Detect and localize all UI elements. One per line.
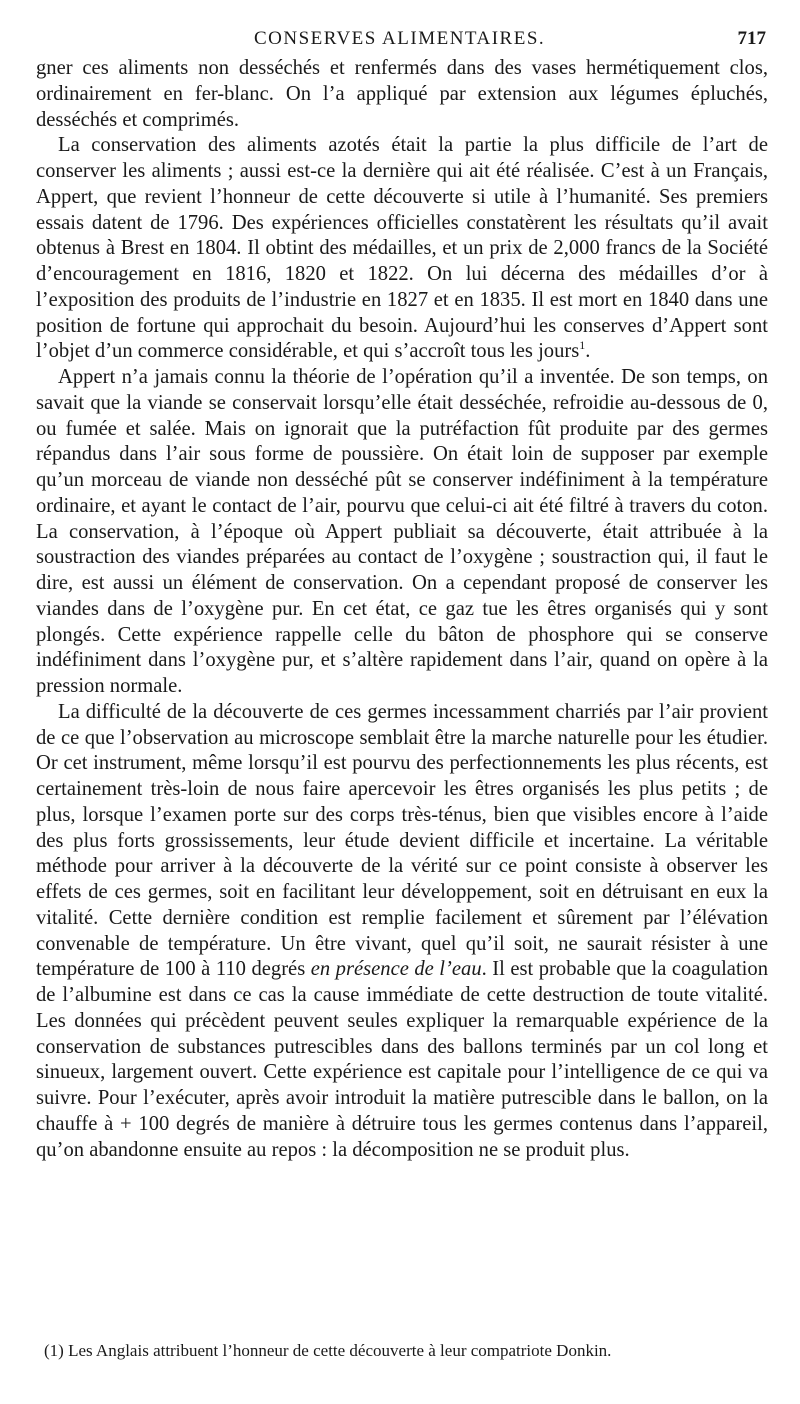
body-text xyxy=(36,56,768,1163)
paragraph-germs-discovery xyxy=(36,700,768,1164)
paragraph-continued xyxy=(36,56,768,133)
paragraph-text: Appert n’a jamais connu la théorie de l’opération qu’il a inventée. De son temps, on savait que la viande se conservait lorsqu’elle était desséchée, refroidie au-dessous de 0, ou fumée et salée. Mais on ignorait que la putréfaction fût produite par des germes répandus dans l’air sous forme de poussière. On était loin de supposer par exemple qu’un morceau de viande non desséché pût se conserver indéfiniment à la température ordinaire, et ayant le contact de l’air, pourvu que celui-ci ait été filtré à travers du coton. La conservation, à l’époque où Appert publiait sa découverte, était attribuée à la soustraction des viandes préparées au contact de l’oxygène ; soustraction qui, il faut le dire, est aussi un élément de conservation. On a cependant proposé de conserver les viandes dans de l’oxygène pur. En cet état, ce gaz tue les êtres organisés qui y sont plongés. Cette expérience rappelle celle du bâton de phosphore qui se conserve indéfiniment dans l’oxygène pur, et s’altère rapidement dans l’air, quand on opère à la pression normale. xyxy=(36,366,768,697)
paragraph-text: gner ces aliments non desséchés et renfermés dans des vases hermétiquement clos, ordinairement en fer-blanc. On l’a appliqué par extension aux légumes épluchés, desséchés et comprimés. xyxy=(36,57,768,131)
paragraph-appert-theory xyxy=(36,365,768,700)
paragraph-text: La conservation des aliments azotés était la partie la plus difficile de l’art de conserver les aliments ; aussi est-ce la dernière qui ait été réalisée. C’est à un Français, Appert, que revient l’honneur de cette découverte si utile à l’humanité. Ses premiers essais datent de 1796. Des expériences officielles constatèrent les résultats qu’il avait obtenus à Brest en 1804. Il obtint des médailles, et un prix de 2,000 francs de la Société d’encouragement en 1816, 1820 et 1822. On lui décerna des médailles d’or à l’exposition des produits de l’industrie en 1827 et en 1835. Il est mort en 1840 dans une position de fortune qui approchait du besoin. Aujourd’hui les conserves d’Appert sont l’objet d’un commerce considérable, et qui s’accroît tous les jours xyxy=(36,134,768,363)
emphasized-phrase: en présence de l’eau xyxy=(310,958,482,981)
footnote xyxy=(44,1340,764,1362)
footnote-marker: (1) xyxy=(44,1341,64,1360)
footnote-reference: 1 xyxy=(579,338,586,353)
paragraph-text: La difficulté de la découverte de ces germes incessamment charriés par l’air provient de ce que l’observation au microscope semblait être la marche naturelle pour les étudier. Or cet instrument, même lorsqu’il est pourvu des perfectionnements les plus récents, est certainement très-loin de nous faire apercevoir les êtres organisés les plus petits ; de plus, lorsque l’examen porte sur des corps très-ténus, bien que visibles encore à l’aide des plus forts grossissements, leur étude devient difficile et incertaine. La véritable méthode pour arriver à la découverte de la vérité sur ce point consiste à observer les effets de ces germes, soit en facilitant leur développement, soit en détruisant en eux la vitalité. Cette dernière condition est remplie facilement et sûrement par l’élévation convenable de température. Un être vivant, quel qu’il soit, ne saurait résister à une température de 100 à 110 degrés xyxy=(36,700,768,981)
page-number: 717 xyxy=(737,28,766,49)
paragraph-text-continued: . Il est probable que la coagulation de l’albumine est dans ce cas la cause immédiate de cette destruction de toute vitalité. Les données qui précèdent peuvent seules expliquer la remarquable expérience de la conservation de substances putrescibles dans des ballons terminés par un col long et sinueux, largement ouvert. Cette expérience est capitale pour l’intelligence de ce qui va suivre. Pour l’exécuter, après avoir introduit la matière putrescible dans le ballon, on la chauffe à + 100 degrés de manière à détruire tous les germes contenus dans l’appareil, qu’on abandonne ensuite au repos : la décomposition ne se produit plus. xyxy=(36,958,768,1161)
page xyxy=(36,28,768,1163)
running-head xyxy=(36,28,768,54)
footnote-text: Les Anglais attribuent l’honneur de cette découverte à leur compatriote Donkin. xyxy=(63,1341,612,1360)
running-title: CONSERVES ALIMENTAIRES. xyxy=(254,28,546,49)
paragraph-tail: . xyxy=(585,340,591,363)
paragraph-appert-history xyxy=(36,133,768,365)
